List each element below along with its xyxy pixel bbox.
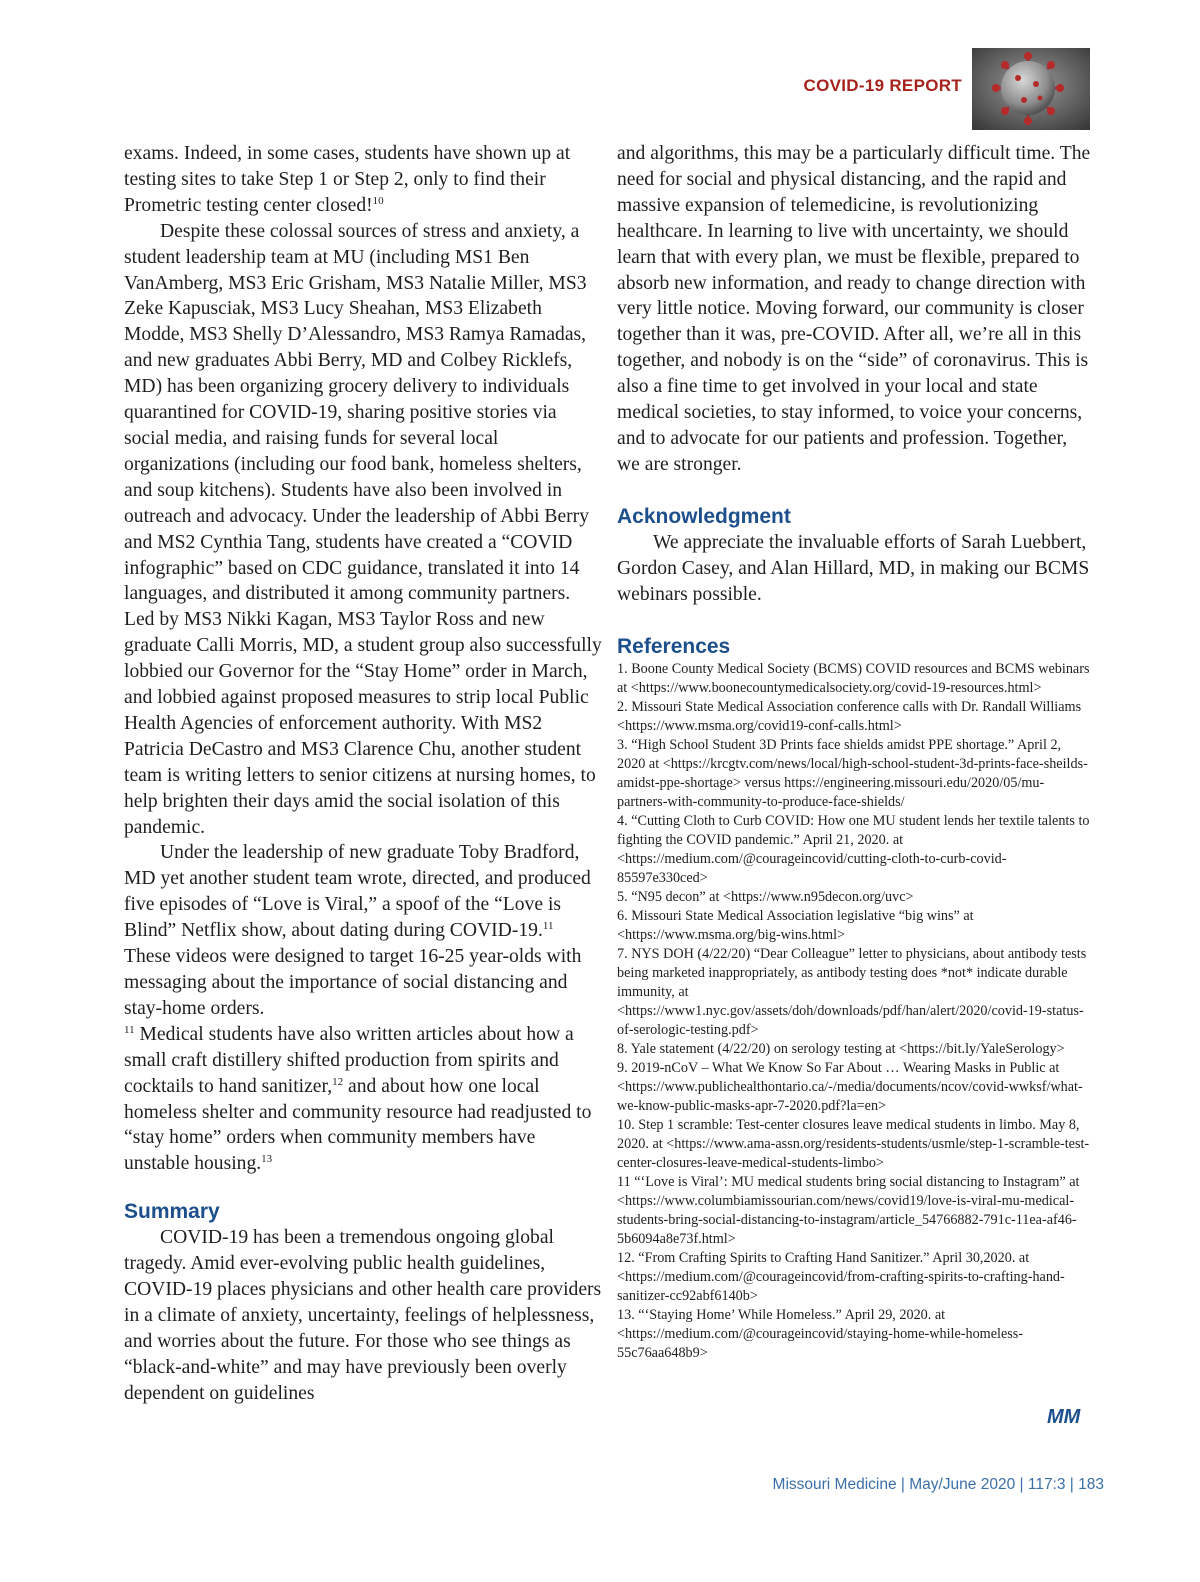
citation-superscript: 12 xyxy=(332,1075,344,1088)
reference-item: 7. NYS DOH (4/22/20) “Dear Colleague” letter to physicians, about antibody tests being marketed inappropriately, as antibody testing does *not* indicate durable immunity, at <https://www1.nyc.gov/assets/doh/downloads/pdf/han/alert/2020/covid-19-status-of-serologic-testing.pdf> xyxy=(617,945,1087,1038)
citation-superscript: 11 xyxy=(542,920,554,933)
paragraph-algorithms: and algorithms, this may be a particularly difficult time. The need for social and physical distancing, and the rapid and massive expansion of telemedicine, is revolutionizing healthcare. In learning to live with uncertainty, we should learn that with every plan, we must be flexible, prepared to absorb new information, and ready to change direction with very little notice. Moving forward, our community is closer together than it was, pre-COVID. After all, we’re all in this together, and nobody is on the “side” of coronavirus. This is also a fine time to get involved in your local and state medical societies, to stay informed, to voice your concerns, and to advocate for our patients and profession. Together, we are stronger. xyxy=(617,143,1091,475)
citation-superscript: 13 xyxy=(261,1153,273,1166)
reference-item: 13. “‘Staying Home’ While Homeless.” April 29, 2020. at <https://medium.com/@courageincovid/staying-home-while-homeless-55c76aa648b9> xyxy=(617,1306,1024,1361)
paragraph-exams: exams. Indeed, in some cases, students have shown up at testing sites to take Step 1 or Step 2, only to find their Prometric testing center closed!$^{10}$ xyxy=(124,143,571,216)
coronavirus-icon xyxy=(972,48,1090,130)
references-list xyxy=(617,660,1091,1363)
reference-item: 11 “‘Love is Viral’: MU medical students bring social distancing to Instagram” at <https://www.columbiamissourian.com/news/covid19/love-is-viral-mu-medical-students-bring-social-distancing-to-instagram/article_54766882-791c-11ea-af46-5b6094a8e73f.html> xyxy=(617,1173,1080,1247)
reference-item: 1. Boone County Medical Society (BCMS) COVID resources and BCMS webinars at <https://www.boonecountymedicalsociety.org/covid-19-resources.html> xyxy=(617,660,1090,696)
reference-item: 5. “N95 decon” at <https://www.n95decon.org/uvc> xyxy=(617,888,914,905)
reference-item: 3. “High School Student 3D Prints face shields amidst PPE shortage.” April 2, 2020 at <https://krcgtv.com/news/local/high-school-student-3d-prints-face-sheilds-amidst-ppe-shortage> versus https://engineering.missouri.edu/2020/05/mu-partners-with-community-to-produce-face-shields/ xyxy=(617,736,1088,810)
reference-item: 10. Step 1 scramble: Test-center closures leave medical students in limbo. May 8, 2020. at <https://www.ama-assn.org/residents-students/usmle/step-1-scramble-test-center-closures-leave-medical-students-limbo> xyxy=(617,1116,1090,1171)
summary-heading: Summary xyxy=(124,1200,220,1224)
reference-item: 4. “Cutting Cloth to Curb COVID: How one MU student lends her textile talents to fighting the COVID pandemic.” April 21, 2020. at <https://medium.com/@courageincovid/cutting-cloth-to-curb-covid-85597e330ced> xyxy=(617,812,1090,886)
coronavirus-image xyxy=(972,48,1090,130)
report-label: COVID-19 REPORT xyxy=(803,76,962,95)
reference-item: 6. Missouri State Medical Association legislative “big wins” at <https://www.msma.org/big-wins.html> xyxy=(617,907,974,943)
mm-badge: MM xyxy=(1047,1406,1081,1428)
paragraph-love-is-viral: Under the leadership of new graduate Toby Bradford, MD yet another student team wrote, directed, and produced five episodes of “Love is Viral,” a spoof of the “Love is Blind” Netflix show, about dating during COVID-19.11 These videos were designed to target 16-25 year-olds with messaging about the importance of social distancing and stay-home orders. $^{11}$ Medical students have also written articles about how a small craft distillery shifted production from spirits and cocktails to hand sanitizer,$^{12}$ and about how one local homeless shelter and community resource had readjusted to “stay home” orders when community members have unstable housing.$^{13}$ xyxy=(124,842,592,1175)
citation-superscript: 10 xyxy=(372,194,384,207)
reference-item: 2. Missouri State Medical Association conference calls with Dr. Randall Williams <https://www.msma.org/covid19-conf-calls.html> xyxy=(617,698,1082,734)
left-column xyxy=(124,141,602,1407)
acknowledgment-paragraph: We appreciate the invaluable efforts of Sarah Luebbert, Gordon Casey, and Alan Hillard, MD, in making our BCMS webinars possible. xyxy=(617,531,1090,605)
reference-item: 9. 2019-nCoV – What We Know So Far About … Wearing Masks in Public at <https://www.publichealthontario.ca/-/media/documents/ncov/covid-wwksf/what-we-know-public-masks-apr-7-2020.pdf?la=en> xyxy=(617,1059,1083,1114)
paragraph-student-leadership: Despite these colossal sources of stress and anxiety, a student leadership team at MU (including MS1 Ben VanAmberg, MS3 Eric Grisham, MS3 Natalie Miller, MS3 Zeke Kapusciak, MS3 Lucy Sheahan, MS3 Elizabeth Modde, MS3 Shelly D’Alessandro, MS3 Ramya Ramadas, and new graduates Abbi Berry, MD and Colbey Ricklefs, MD) has been organizing grocery delivery to individuals quarantined for COVID-19, sharing positive stories via social media, and raising funds for several local organizations (including our food bank, homeless shelters, and soup kitchens). Students have also been involved in outreach and advocacy. Under the leadership of Abbi Berry and MS2 Cynthia Tang, students have created a “COVID infographic” based on CDC guidance, translated it into 14 languages, and distributed it among community partners. Led by MS3 Nikki Kagan, MS3 Taylor Ross and new graduate Calli Morris, MD, a student group also successfully lobbied our Governor for the “Stay Home” order in March, and lobbied against proposed measures to strip local Public Health Agencies of enforcement authority. With MS2 Patricia DeCastro and MS3 Clarence Chu, another student team is writing letters to senior citizens at nursing homes, to help brighten their days amid the social isolation of this pandemic. xyxy=(124,220,602,838)
citation-superscript: 11 xyxy=(124,1023,135,1036)
reference-item: 12. “From Crafting Spirits to Crafting Hand Sanitizer.” April 30,2020. at <https://medium.com/@courageincovid/from-crafting-spirits-to-crafting-hand-sanitizer-cc92abf6140b> xyxy=(617,1249,1065,1304)
acknowledgment-heading: Acknowledgment xyxy=(617,504,791,528)
summary-paragraph: COVID-19 has been a tremendous ongoing global tragedy. Amid ever-evolving public health guidelines, COVID-19 places physicians and other health care providers in a climate of anxiety, uncertainty, feelings of helplessness, and worries about the future. For those who see things as “black-and-white” and may have previously been overly dependent on guidelines xyxy=(124,1227,602,1404)
right-column xyxy=(617,141,1091,1363)
reference-item: 8. Yale statement (4/22/20) on serology testing at <https://bit.ly/YaleSerology> xyxy=(617,1040,1065,1057)
page-footer: Missouri Medicine | May/June 2020 | 117:3 | 183 xyxy=(772,1476,1104,1493)
references-heading: References xyxy=(617,634,731,658)
